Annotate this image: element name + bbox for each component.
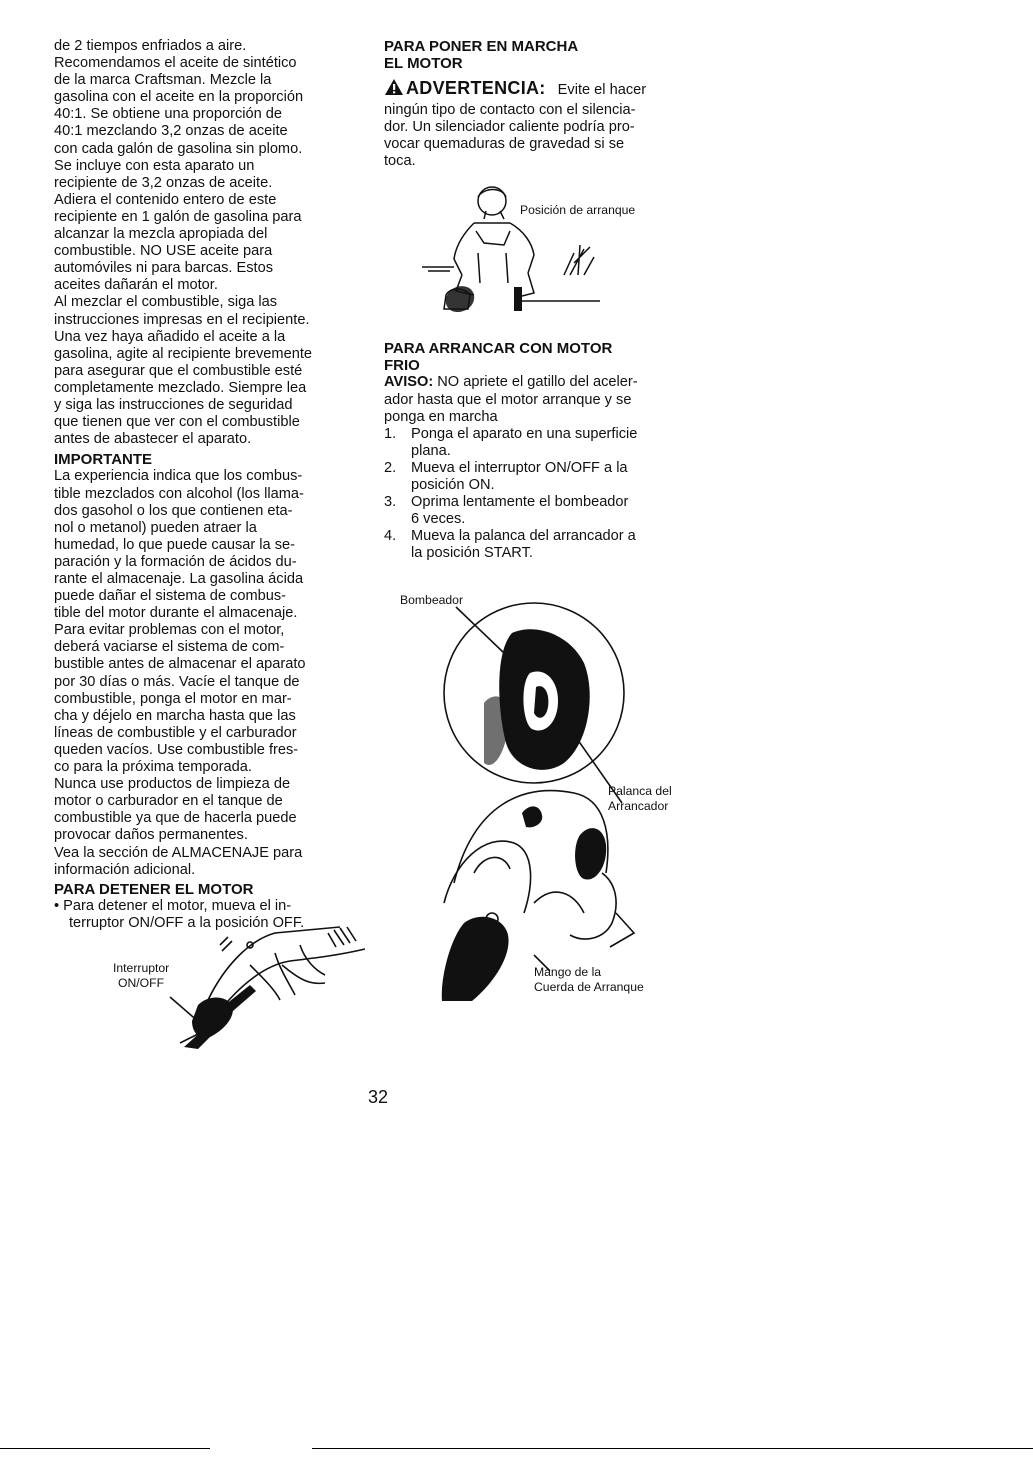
text-line: antes de abastecer el aparato.: [54, 431, 252, 448]
text-line: con cada galón de gasolina sin plomo.: [54, 140, 303, 157]
text-line: humedad, lo que puede causar la se-: [54, 536, 295, 553]
text-line: PARA PONER EN MARCHA: [384, 38, 579, 55]
list-item: [384, 460, 684, 494]
notice-paragraph: [384, 374, 684, 425]
text-line: posición ON.: [411, 476, 495, 493]
text-line: bustible antes de almacenar el aparato: [54, 656, 306, 673]
switch-label: [113, 961, 169, 990]
text-line: tible del motor durante el almacenaje.: [54, 605, 298, 622]
text-line: rante el almacenaje. La gasolina ácida: [54, 571, 304, 588]
text-line: plana.: [411, 442, 451, 459]
primer-starter-figure: [384, 583, 684, 1013]
important-paragraph: [54, 468, 354, 878]
text-line: • Para detener el motor, mueva el in-: [54, 897, 292, 914]
text-line: automóviles ni para barcas. Estos: [54, 260, 274, 277]
text-line: puede dañar el sistema de combus-: [54, 588, 287, 605]
text-line: EL MOTOR: [384, 55, 463, 73]
text-line: alcanzar la mezcla apropiada del: [54, 226, 268, 243]
cold-start-steps: [384, 426, 684, 563]
cold-start-section: [384, 340, 684, 562]
text-line: La experiencia indica que los combus-: [54, 468, 303, 485]
text-line: gasolina, agite al recipiente brevemente: [54, 345, 312, 362]
text-line: gasolina con el aceite en la proporción: [54, 89, 304, 106]
stop-engine-heading: PARA DETENER EL MOTOR: [54, 880, 254, 898]
text-line: terruptor ON/OFF a la posición OFF.: [69, 915, 305, 931]
text-line: Al mezclar el combustible, siga las: [54, 294, 278, 311]
notice-label: AVISO:: [384, 374, 434, 391]
text-line: ador hasta que el motor arranque y se: [384, 391, 632, 408]
start-position-label: Posición de arranque: [520, 203, 636, 217]
list-item: [384, 528, 684, 562]
step-number: 3.: [384, 494, 397, 511]
text-line: ningún tipo de contacto con el silencia-: [384, 101, 636, 118]
lever-label: [608, 784, 672, 813]
text-line: dos gasohol o los que contienen eta-: [54, 502, 293, 519]
text-line: Oprima lentamente el bombeador: [411, 494, 629, 511]
step-number: 2.: [384, 459, 397, 476]
text-line: dor. Un silenciador caliente podría pro-: [384, 118, 635, 135]
fuel-mixing-paragraph: [54, 38, 354, 448]
switch-figure: [100, 925, 370, 1050]
text-line: co para la próxima temporada.: [54, 759, 252, 776]
notice-first-text: NO apriete el gatillo del aceler-: [437, 374, 638, 391]
text-line: información adicional.: [54, 861, 196, 878]
text-line: paración y la formación de ácidos du-: [54, 553, 297, 570]
text-line: combustible ya que de hacerla puede: [54, 810, 297, 827]
text-line: de 2 tiempos enfriados a aire.: [54, 38, 247, 54]
text-line: Para evitar problemas con el motor,: [54, 622, 285, 639]
left-column: [54, 38, 354, 932]
text-line: 6 veces.: [411, 511, 466, 528]
text-line: Vea la sección de ALMACENAJE para: [54, 844, 303, 861]
warning-title: ADVERTENCIA:: [406, 78, 546, 99]
text-line: ponga en marcha: [384, 408, 498, 425]
text-line: que tienen que ver con el combustible: [54, 414, 300, 431]
text-line: motor o carburador en el tanque de: [54, 793, 283, 810]
text-line: Mueva la palanca del arrancador a: [411, 528, 636, 545]
text-line: Recomendamos el aceite de sintético: [54, 55, 297, 72]
text-line: recipiente en 1 galón de gasolina para: [54, 208, 302, 225]
primer-label: Bombeador: [400, 593, 464, 607]
text-line: de la marca Craftsman. Mezcle la: [54, 72, 272, 89]
text-line: para asegurar que el combustible esté: [54, 362, 303, 379]
text-line: PARA ARRANCAR CON MOTOR: [384, 340, 613, 357]
bottom-rule-left: [0, 1448, 210, 1449]
text-line: recipiente de 3,2 onzas de aceite.: [54, 174, 273, 191]
text-line: Cuerda de Arranque: [534, 979, 644, 994]
text-line: toca.: [384, 152, 416, 169]
text-line: 40:1. Se obtiene una proporción de: [54, 106, 282, 123]
important-heading: IMPORTANTE: [54, 451, 153, 469]
text-line: Adiera el contenido entero de este: [54, 191, 277, 208]
text-line: Ponga el aparato en una superficie: [411, 425, 638, 442]
step-number: 1.: [384, 425, 397, 442]
list-item: [384, 494, 684, 528]
text-line: ON/OFF: [118, 975, 165, 990]
text-line: combustible. NO USE aceite para: [54, 243, 273, 260]
warning-paragraph: [384, 102, 684, 170]
text-line: aceites dañarán el motor.: [54, 277, 218, 294]
step-number: 4.: [384, 528, 397, 545]
text-line: instrucciones impresas en el recipiente.: [54, 311, 310, 328]
start-position-figure: [414, 183, 674, 318]
text-line: queden vacíos. Use combustible fres-: [54, 741, 299, 758]
warning-heading-line: [384, 78, 684, 101]
text-line: completamente mezclado. Siempre lea: [54, 379, 307, 396]
text-line: deberá vaciarse el sistema de com-: [54, 639, 285, 656]
text-line: Palanca del: [608, 784, 672, 798]
text-line: tible mezclados con alcohol (los llama-: [54, 485, 304, 502]
text-line: Nunca use productos de limpieza de: [54, 776, 291, 793]
text-line: 40:1 mezclando 3,2 onzas de aceite: [54, 123, 288, 140]
text-line: nol o metanol) pueden atraer la: [54, 519, 257, 536]
text-line: FRIO: [384, 357, 420, 375]
right-column: [384, 38, 684, 170]
text-line: provocar daños permanentes.: [54, 827, 248, 844]
warning-first-text: Evite el hacer: [557, 82, 647, 99]
cord-handle-label: [534, 965, 644, 994]
page-number: 32: [368, 1087, 389, 1107]
text-line: Arrancador: [608, 798, 669, 813]
warning-triangle-icon: [384, 78, 404, 101]
list-item: [384, 426, 684, 460]
text-line: Mango de la: [534, 965, 602, 979]
text-line: vocar quemaduras de gravedad si se: [384, 135, 625, 152]
text-line: Una vez haya añadido el aceite a la: [54, 328, 286, 345]
bottom-rule-right: [312, 1448, 1033, 1449]
start-engine-heading: [384, 38, 684, 72]
text-line: y siga las instrucciones de seguridad: [54, 396, 293, 413]
text-line: la posición START.: [411, 545, 533, 562]
text-line: por 30 días o más. Vacíe el tanque de: [54, 673, 300, 690]
text-line: cha y déjelo en marcha hasta que las: [54, 707, 296, 724]
text-line: líneas de combustible y el carburador: [54, 724, 297, 741]
text-line: combustible, ponga el motor en mar-: [54, 690, 292, 707]
text-line: [384, 374, 684, 391]
text-line: Mueva el interruptor ON/OFF a la: [411, 459, 628, 476]
text-line: Interruptor: [113, 961, 170, 975]
cold-start-heading: [384, 340, 684, 374]
text-line: Se incluye con esta aparato un: [54, 157, 255, 174]
